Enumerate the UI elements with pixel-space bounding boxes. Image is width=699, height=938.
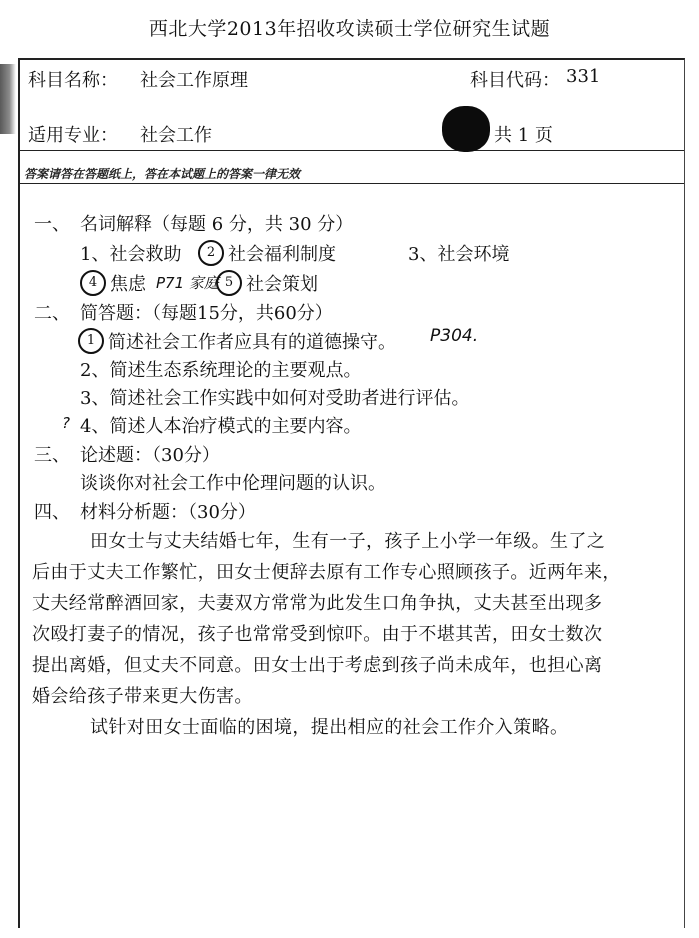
- subject-name-label: 科目名称：: [28, 70, 118, 91]
- subject-code: 331: [566, 66, 601, 87]
- handwritten-circle-2: [198, 240, 224, 266]
- subject-code-label: 科目代码：: [470, 70, 560, 91]
- section-1-number: 一、: [34, 214, 70, 235]
- question-2-4: 4、简述人本治疗模式的主要内容。: [80, 416, 362, 437]
- term-2: 社会福利制度: [228, 244, 336, 265]
- major-label: 适用专业：: [28, 125, 118, 146]
- handwritten-question-mark: ?: [62, 414, 70, 432]
- circled-number: 5: [216, 270, 242, 296]
- circled-number: 2: [198, 240, 224, 266]
- exam-title: 西北大学2013年招收攻读硕士学位研究生试题: [148, 18, 551, 40]
- notice-divider: [18, 183, 684, 184]
- handwritten-page-ref: P304.: [430, 326, 479, 346]
- case-line-5: 提出离婚，但丈夫不同意。田女士出于考虑到孩子尚未成年，也担心离: [32, 655, 603, 676]
- question-2-1: 简述社会工作者应具有的道德操守。: [108, 332, 396, 353]
- major: 社会工作: [140, 125, 212, 146]
- handwritten-circle-1: [78, 328, 104, 354]
- question-2-3: 3、简述社会工作实践中如何对受助者进行评估。: [80, 388, 470, 409]
- section-3-heading: 论述题：（30分）: [80, 445, 220, 466]
- question-3-1: 谈谈你对社会工作中伦理问题的认识。: [80, 473, 386, 494]
- section-1-heading: 名词解释（每题 6 分，共 30 分）: [80, 214, 354, 235]
- term-4: 焦虑: [110, 274, 146, 295]
- case-line-6: 婚会给孩子带来更大伤害。: [32, 686, 253, 707]
- handwritten-circle-4: [80, 270, 106, 296]
- page-count: 共 1 页: [494, 125, 553, 146]
- case-line-3: 丈夫经常醉酒回家，夫妻双方常常为此发生口角争执，丈夫甚至出现多: [32, 593, 603, 614]
- section-4-number: 四、: [34, 502, 70, 523]
- circled-number: 1: [78, 328, 104, 354]
- handwritten-circle-5: [216, 270, 242, 296]
- case-question: 试针对田女士面临的困境，提出相应的社会工作介入策略。: [90, 717, 569, 738]
- section-4-heading: 材料分析题：（30分）: [80, 502, 256, 523]
- term-5: 社会策划: [246, 274, 318, 295]
- circled-number: 4: [80, 270, 106, 296]
- scan-smudge: [0, 64, 16, 134]
- term-3: 3、社会环境: [408, 244, 510, 265]
- term-1: 1、社会救助: [80, 244, 182, 265]
- section-2-number: 二、: [34, 303, 70, 324]
- redaction-mark: [442, 106, 490, 152]
- case-line-4: 次殴打妻子的情况，孩子也常常受到惊吓。由于不堪其苦，田女士数次: [32, 624, 603, 645]
- question-2-2: 2、简述生态系统理论的主要观点。: [80, 360, 362, 381]
- answer-notice: 答案请答在答题纸上，答在本试题上的答案一律无效: [24, 167, 301, 181]
- section-3-number: 三、: [34, 445, 70, 466]
- header-divider: [18, 150, 684, 151]
- case-line-1: 田女士与丈夫结婚七年，生有一子，孩子上小学一年级。生了之: [90, 531, 606, 552]
- case-line-2: 后由于丈夫工作繁忙，田女士便辞去原有工作专心照顾孩子。近两年来，: [32, 562, 621, 583]
- handwritten-page-note: P71 家庭: [156, 274, 219, 292]
- section-2-heading: 简答题：（每题15分，共60分）: [80, 303, 333, 324]
- subject-name: 社会工作原理: [140, 70, 248, 91]
